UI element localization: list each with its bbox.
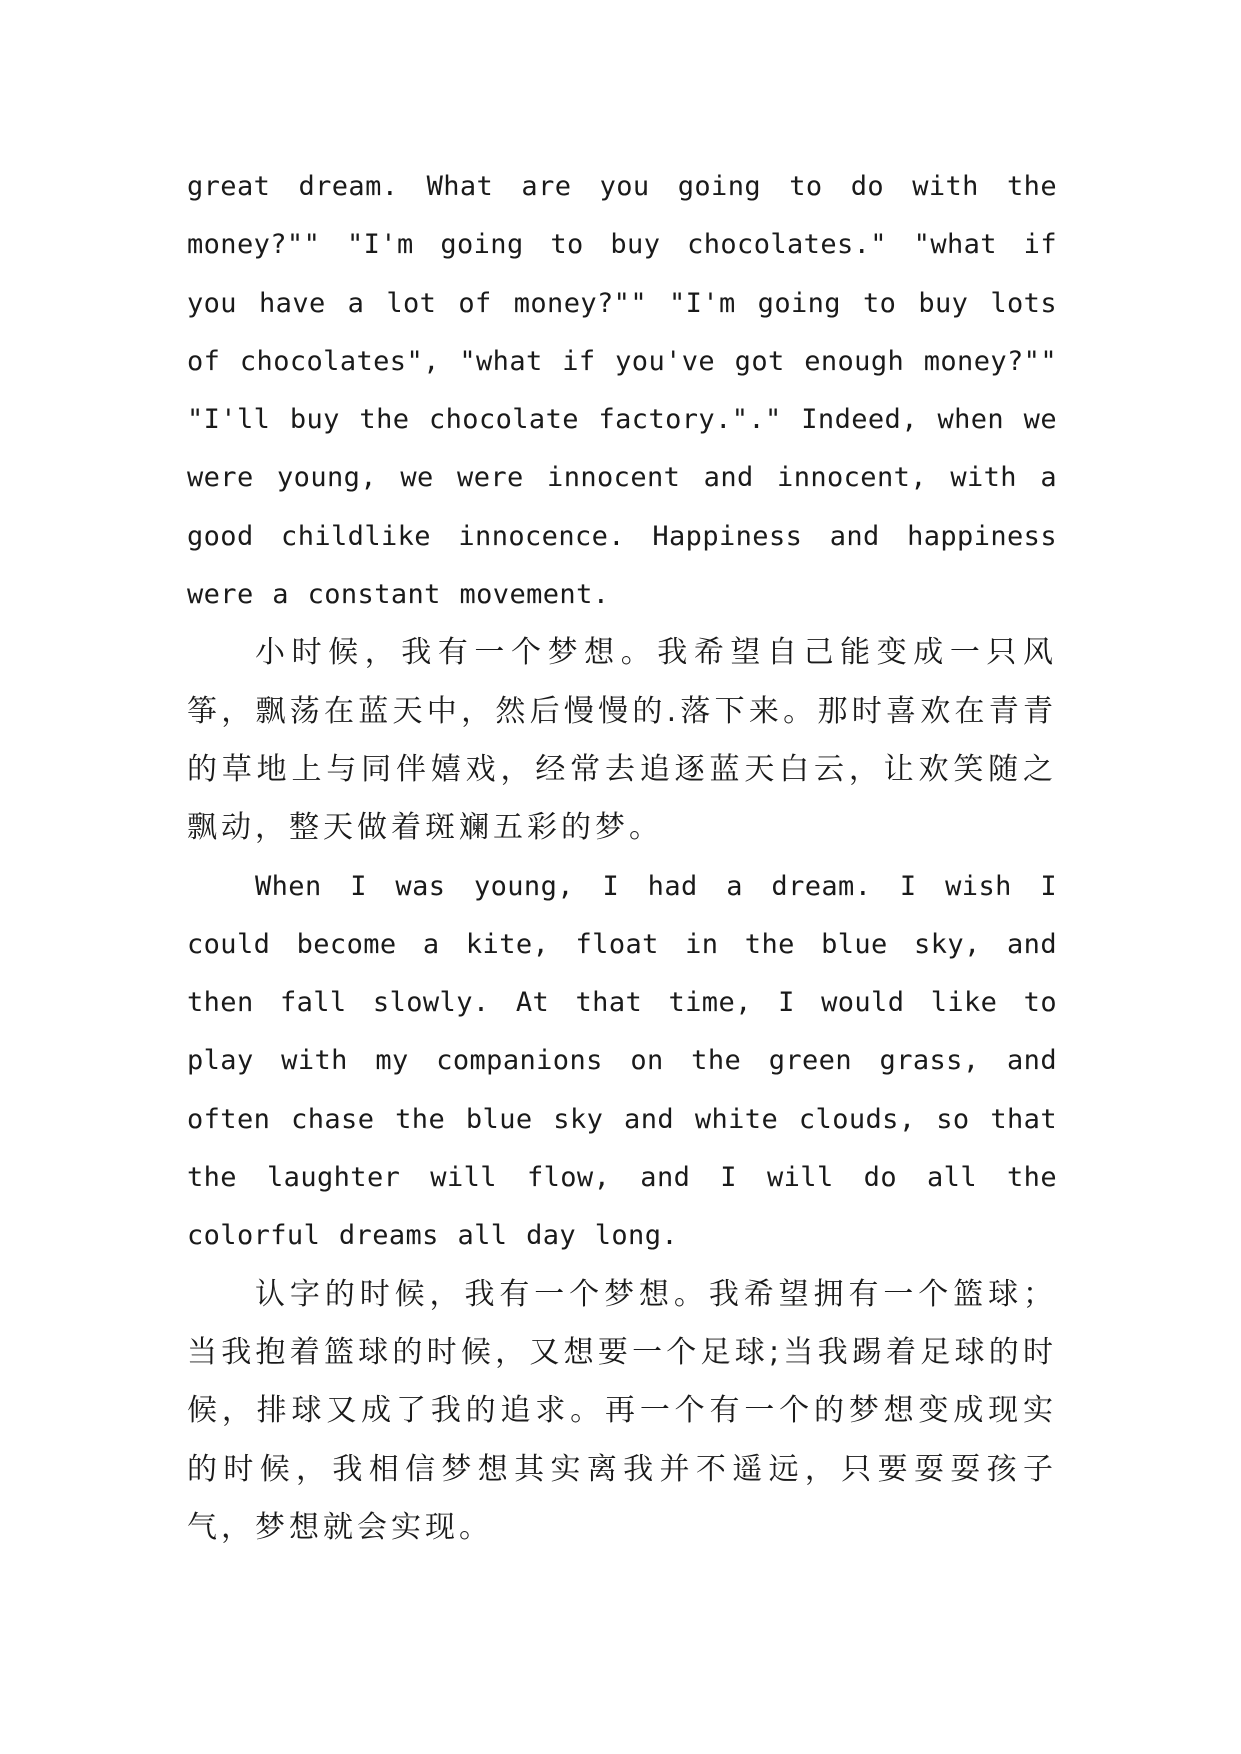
paragraph-english-2: When I was young, I had a dream. I wish I could become a kite, float in the blue sky, and then fall slowly. At that time, I would like to play with my companions on the green grass, and often chase the blue sky and white clouds, so that the laughter will flow, and I will do all the colorful dreams all day long. — [187, 870, 1057, 1252]
paragraph-english-1: great dream. What are you going to do with the money?"" "I'm going to buy chocolates." "what if you have a lot of money?"" "I'm going to buy lots of chocolates", "what if you've got enough money?"" "I'll buy the chocolate factory."." Indeed, when we were young, we were innocent and innocent, with a good childlike innocence. Happiness and happiness were a constant movement. — [187, 171, 1057, 611]
paragraph-chinese-1: 小时候，我有一个梦想。我希望自己能变成一只风筝，飘荡在蓝天中，然后慢慢的.落下来。那时喜欢在青青的草地上与同伴嬉戏，经常去追逐蓝天白云，让欢笑随之飘动，整天做着斑斓五彩的梦。 — [187, 635, 1057, 846]
text-column — [187, 158, 1057, 1557]
paragraph-chinese-2: 认字的时候，我有一个梦想。我希望拥有一个篮球；当我抱着篮球的时候，又想要一个足球;当我踢着足球的时候，排球又成了我的追求。再一个有一个的梦想变成现实的时候，我相信梦想其实离我并不遥远，只要耍耍孩子气，梦想就会实现。 — [187, 1276, 1057, 1545]
